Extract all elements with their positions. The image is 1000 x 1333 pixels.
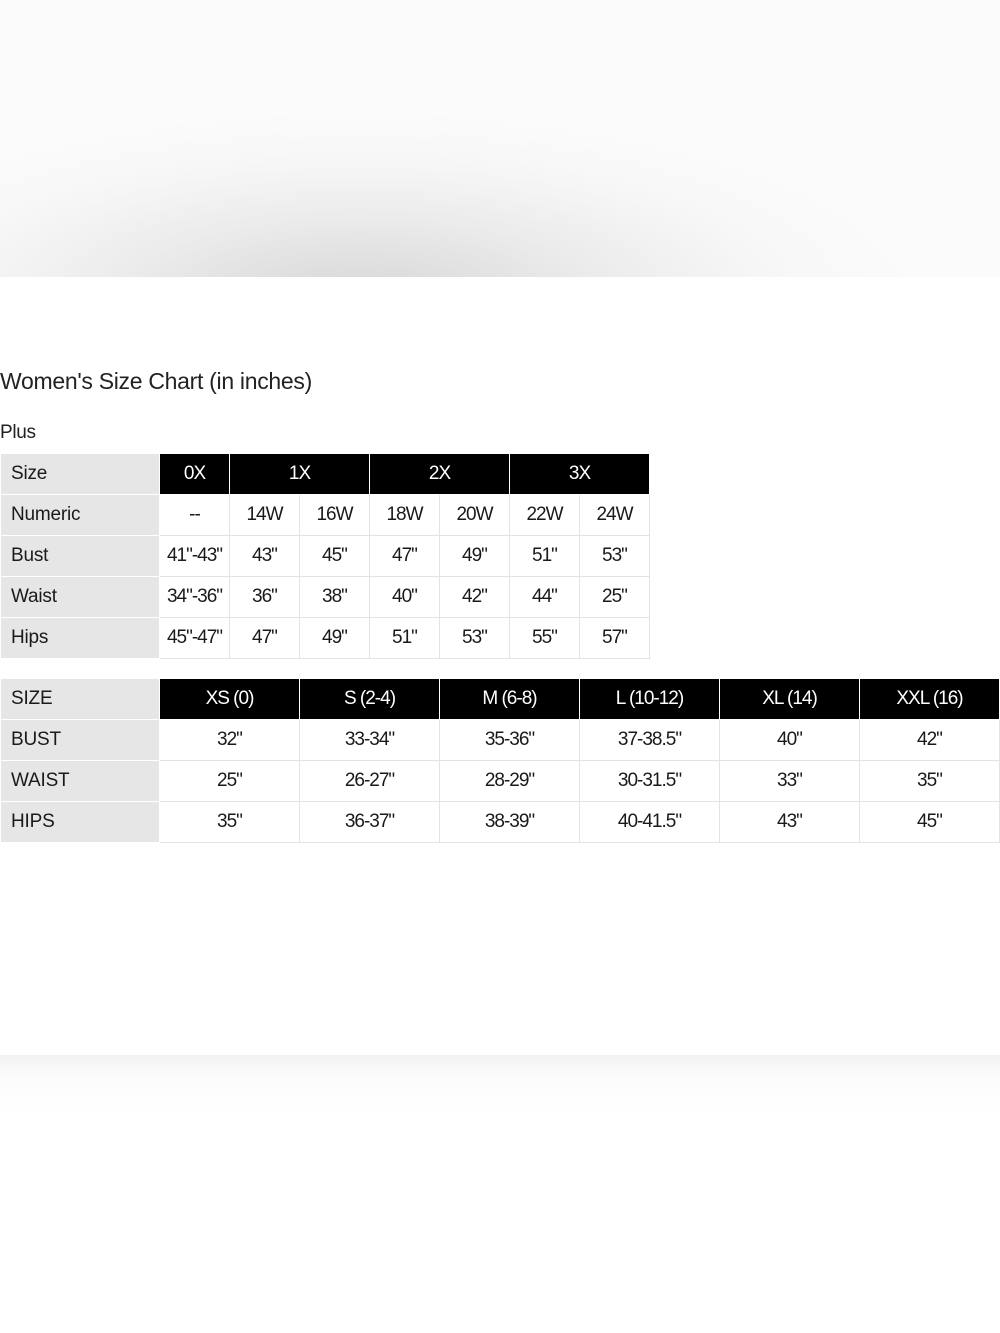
table-row [1, 536, 650, 577]
misses-header-row [1, 679, 1000, 720]
table-cell: 36-37" [300, 802, 440, 843]
table-cell: 33-34" [300, 720, 440, 761]
table-cell: 40" [370, 577, 440, 618]
table-cell: 51" [510, 536, 580, 577]
table-cell: 37-38.5" [580, 720, 720, 761]
table-cell: 42" [440, 577, 510, 618]
row-label: Waist [1, 577, 160, 618]
table-cell: 57" [580, 618, 650, 659]
table-cell: 45"-47" [160, 618, 230, 659]
table-cell: 40" [720, 720, 860, 761]
table-cell: 20W [440, 495, 510, 536]
page-title: Women's Size Chart (in inches) [0, 368, 312, 394]
table-cell: 25" [160, 761, 300, 802]
table-cell: 36" [230, 577, 300, 618]
table-cell: 30-31.5" [580, 761, 720, 802]
plus-size-group: 1X [230, 454, 370, 495]
table-row [1, 720, 1000, 761]
plus-header-label: Size [1, 454, 160, 495]
table-cell: 41"-43" [160, 536, 230, 577]
table-cell: 49" [440, 536, 510, 577]
table-cell: 53" [580, 536, 650, 577]
table-cell: 38-39" [440, 802, 580, 843]
table-cell: 25" [580, 577, 650, 618]
plus-size-group: 2X [370, 454, 510, 495]
misses-size-column: M (6-8) [440, 679, 580, 720]
table-cell: 45" [860, 802, 1000, 843]
table-row [1, 802, 1000, 843]
row-label: Hips [1, 618, 160, 659]
table-row [1, 577, 650, 618]
plus-section-label: Plus [0, 422, 36, 443]
table-cell: 28-29" [440, 761, 580, 802]
row-label: BUST [1, 720, 160, 761]
row-label: WAIST [1, 761, 160, 802]
bottom-background-band [0, 1055, 1000, 1333]
table-cell: 38" [300, 577, 370, 618]
table-cell: 43" [230, 536, 300, 577]
table-cell: 32" [160, 720, 300, 761]
table-cell: 53" [440, 618, 510, 659]
table-cell: 18W [370, 495, 440, 536]
table-cell: 49" [300, 618, 370, 659]
table-cell: 35" [860, 761, 1000, 802]
table-cell: 45" [300, 536, 370, 577]
table-cell: 51" [370, 618, 440, 659]
table-cell: 33" [720, 761, 860, 802]
misses-size-column: L (10-12) [580, 679, 720, 720]
plus-size-group: 0X [160, 454, 230, 495]
table-cell: 35" [160, 802, 300, 843]
table-cell: 16W [300, 495, 370, 536]
table-cell: 40-41.5" [580, 802, 720, 843]
table-cell: -- [160, 495, 230, 536]
table-cell: 35-36" [440, 720, 580, 761]
row-label: HIPS [1, 802, 160, 843]
table-row [1, 761, 1000, 802]
table-cell: 44" [510, 577, 580, 618]
table-cell: 22W [510, 495, 580, 536]
misses-size-column: S (2-4) [300, 679, 440, 720]
row-label: Numeric [1, 495, 160, 536]
misses-size-column: XL (14) [720, 679, 860, 720]
misses-size-column: XXL (16) [860, 679, 1000, 720]
table-cell: 42" [860, 720, 1000, 761]
misses-size-table [0, 678, 1000, 843]
table-cell: 26-27" [300, 761, 440, 802]
table-cell: 55" [510, 618, 580, 659]
table-row [1, 618, 650, 659]
top-background-band [0, 0, 1000, 277]
table-cell: 14W [230, 495, 300, 536]
misses-header-label: SIZE [1, 679, 160, 720]
table-cell: 47" [370, 536, 440, 577]
plus-size-table [0, 453, 650, 659]
table-row [1, 495, 650, 536]
plus-size-group: 3X [510, 454, 650, 495]
plus-header-row [1, 454, 650, 495]
table-cell: 43" [720, 802, 860, 843]
row-label: Bust [1, 536, 160, 577]
table-cell: 24W [580, 495, 650, 536]
table-cell: 34"-36" [160, 577, 230, 618]
table-cell: 47" [230, 618, 300, 659]
misses-size-column: XS (0) [160, 679, 300, 720]
